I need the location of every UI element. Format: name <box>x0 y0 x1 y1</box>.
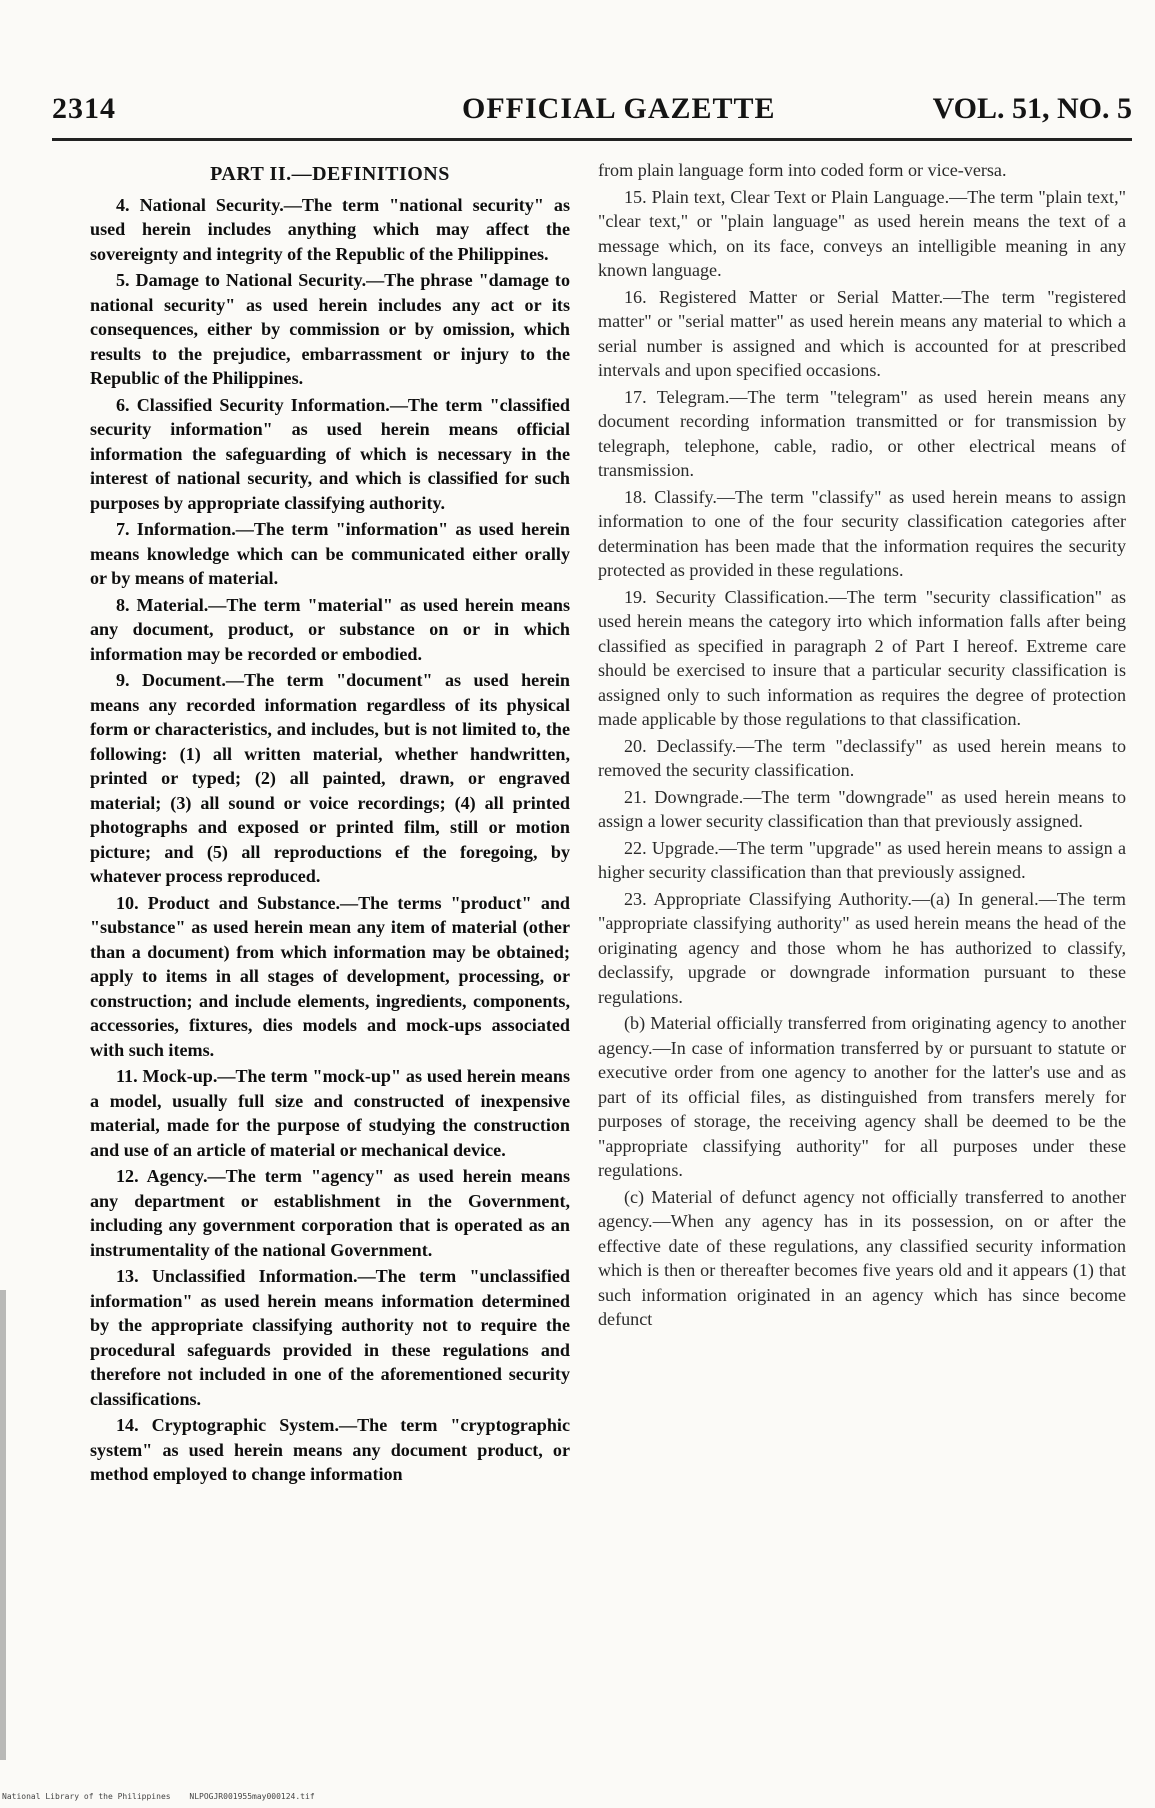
continued-paragraph: from plain language form into coded form or vice-versa. <box>598 160 1007 180</box>
definition-paragraph: 10. Product and Substance.—The terms "product" and "substance" as used herein mean any item of material (other than a document) from which information may be obtained; apply to items in all stages of development, processing, or construction; and include elements, ingredients, components, accessories, fixtures, dies models and mock-ups associated with such items. <box>90 892 570 1060</box>
definition-paragraph: 4. National Security.—The term "national security" as used herein includes anything which may affect the sovereignty and integrity of the Republic of the Philippines. <box>90 194 570 264</box>
definition-paragraph: 20. Declassify.—The term "declassify" as used herein means to removed the security classification. <box>598 735 1126 780</box>
definition-paragraph: 11. Mock-up.—The term "mock-up" as used herein means a model, usually full size and constructed of inexpensive material, made for the purpose of studying the construction and use of an article of material or mechanical device. <box>90 1066 570 1160</box>
left-column <box>90 158 570 1738</box>
volume-label: VOL. 51, NO. 5 <box>932 92 1132 125</box>
definition-paragraph: 22. Upgrade.—The term "upgrade" as used herein means to assign a higher security classification than that previously assigned. <box>598 837 1126 882</box>
definition-paragraph: (c) Material of defunct agency not officially transferred to another agency.—When any agency has in its possession, on or after the effective date of these regulations, any classified security information which is then or thereafter becomes five years old and it appears (1) that such information originated in an agency which has since become defunct <box>598 1186 1126 1329</box>
definition-paragraph: 21. Downgrade.—The term "downgrade" as used herein means to assign a lower security classification than that previously assigned. <box>598 786 1126 831</box>
section-title: PART II.—DEFINITIONS <box>210 163 450 185</box>
definition-paragraph: 17. Telegram.—The term "telegram" as used herein means any document recording information transmitted or for transmission by telegraph, telephone, cable, radio, or other electrical means of transmission. <box>598 386 1126 480</box>
definition-paragraph: 12. Agency.—The term "agency" as used herein means any department or establishment in the Government, including any government corporation that is operated as an instrumentality of the national Government. <box>90 1166 570 1260</box>
definition-paragraph: 9. Document.—The term "document" as used herein means any recorded information regardless of its physical form or characteristics, and includes, but is not limited to, the following: (1) all written material, whether handwritten, printed or typed; (2) all painted, drawn, or engraved material; (3) all sound or voice recordings; (4) all printed photographs and exposed or printed film, still or motion picture; and (5) all reproductions ef the foregoing, by whatever process reproduced. <box>90 670 570 886</box>
definition-paragraph: 13. Unclassified Information.—The term "unclassified information" as used herein means information determined by the appropriate classifying authority not to require the procedural safeguards provided in these regulations and therefore not included in one of the aforementioned security classifications. <box>90 1266 570 1409</box>
definition-paragraph: 5. Damage to National Security.—The phrase "damage to national security" as used herein includes any act or its consequences, either by commission or by omission, which results to the prejudice, embarrassment or injury to the Republic of the Philippines. <box>90 270 570 388</box>
definition-paragraph: 19. Security Classification.—The term "security classification" as used herein means the category irto which information falls after being classified as specified in paragraph 2 of Part I hereof. Extreme care should be exercised to insure that a particular security classification is assigned only to such information as requires the degree of protection made applicable by those regulations to that classification. <box>598 586 1126 729</box>
page-header <box>52 92 1132 138</box>
page-number: 2314 <box>52 92 116 125</box>
definition-paragraph: 15. Plain text, Clear Text or Plain Language.—The term "plain text," "clear text," or "plain language" as used herein means the text of a message which, on its face, conveys an intelligible meaning in any known language. <box>598 186 1126 280</box>
definition-paragraph: (b) Material officially transferred from originating agency to another agency.—In case of information transferred by or pursuant to statute or executive order from one agency to another for the latter's use and as part of its official files, as distinguished from transfers merely for purposes of storage, the receiving agency shall be deemed to be the "appropriate classifying authority" for all purposes under these regulations. <box>598 1013 1126 1180</box>
definition-paragraph: 18. Classify.—The term "classify" as used herein means to assign information to one of the four security classification categories after determination has been made that the information requires the security protected as provided in these regulations. <box>598 486 1126 580</box>
right-column <box>598 158 1126 1738</box>
definition-paragraph: 6. Classified Security Information.—The term "classified security information" as used herein means official information the safeguarding of which is necessary in the interest of national security, and which is classified for such purposes by appropriate classifying authority. <box>90 394 570 513</box>
definition-paragraph: 7. Information.—The term "information" as used herein means knowledge which can be communicated either orally or by means of material. <box>90 519 570 588</box>
definition-paragraph: 23. Appropriate Classifying Authority.—(a) In general.—The term "appropriate classifying authority" as used herein means the head of the originating agency and those whom he has authorized to classify, declassify, upgrade or downgrade information pursuant to these regulations. <box>598 888 1126 1007</box>
definition-paragraph: 14. Cryptographic System.—The term "cryptographic system" as used herein means any document product, or method employed to change information <box>90 1415 570 1484</box>
file-name: NLPOGJR001955may000124.tif <box>189 1792 315 1801</box>
gazette-title: OFFICIAL GAZETTE <box>462 92 776 125</box>
definition-paragraph: 16. Registered Matter or Serial Matter.—The term "registered matter" or "serial matter" as used herein means any material to which a serial number is assigned and which is accounted for at prescribed intervals and upon specified occasions. <box>598 286 1126 380</box>
library-credit: National Library of the Philippines <box>2 1792 171 1801</box>
definition-paragraph: 8. Material.—The term "material" as used herein means any document, product, or substance on or in which information may be recorded or embodied. <box>90 594 570 664</box>
scan-footer <box>2 1792 329 1801</box>
header-rule <box>52 138 1132 141</box>
scan-edge-shadow <box>0 1290 6 1760</box>
